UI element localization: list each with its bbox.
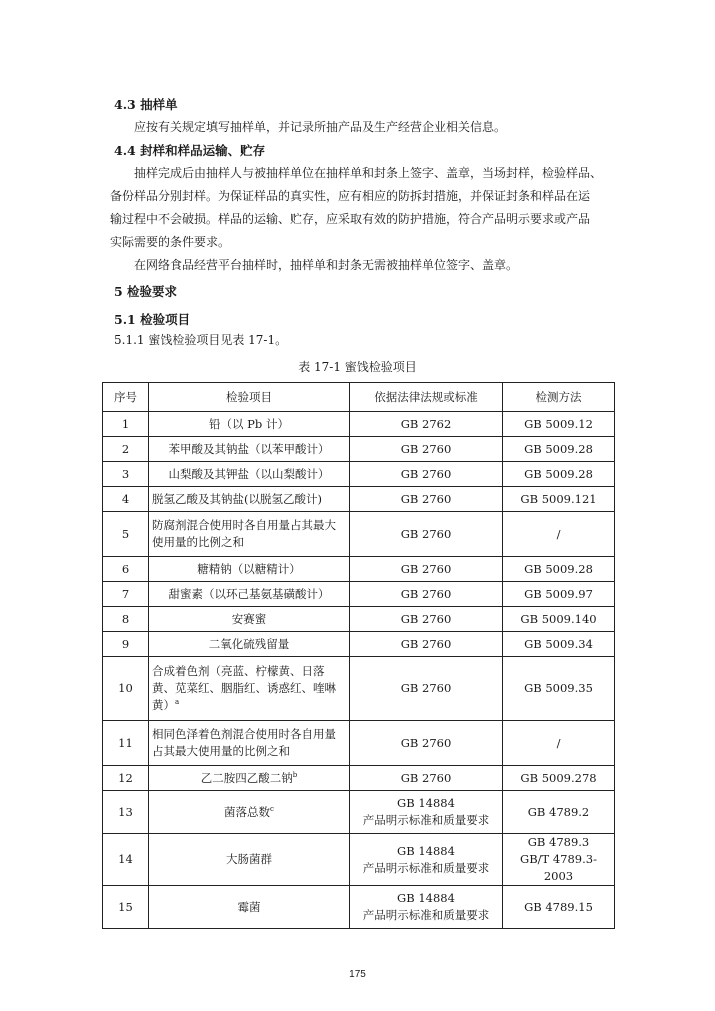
- row-basis-cell: [350, 834, 503, 886]
- row-no: 9: [103, 632, 149, 657]
- row-method: /: [503, 512, 615, 557]
- section-4-4-line-4: 实际需要的条件要求。: [110, 235, 231, 249]
- header-basis: 依据法律法规或标准: [350, 383, 503, 412]
- row-basis: GB 2760: [350, 462, 503, 487]
- section-4-4-line-3: 输过程中不会破损。样品的运输、贮存，应采取有效的防护措施，符合产品明示要求或产品: [110, 212, 591, 226]
- section-5-1-heading: 5.1 检验项目: [114, 312, 191, 327]
- row-item: 二氧化硫残留量: [149, 632, 350, 657]
- table-row: [103, 437, 615, 462]
- table-header-row: [103, 383, 615, 412]
- row-no: 8: [103, 607, 149, 632]
- header-method: 检测方法: [503, 383, 615, 412]
- table-row: [103, 766, 615, 791]
- row-item-cell: [149, 657, 350, 721]
- row-item: 苯甲酸及其钠盐（以苯甲酸计）: [149, 437, 350, 462]
- table-row: [103, 791, 615, 834]
- row-item: 脱氢乙酸及其钠盐(以脱氢乙酸计): [149, 487, 350, 512]
- row-basis: GB 14884: [397, 891, 455, 905]
- row-item: 安赛蜜: [149, 607, 350, 632]
- row-method: GB 5009.28: [503, 437, 615, 462]
- footnote-mark: b: [292, 770, 298, 779]
- row-method: GB 5009.121: [503, 487, 615, 512]
- row-method: GB 5009.278: [503, 766, 615, 791]
- table-row: [103, 632, 615, 657]
- table-row: [103, 487, 615, 512]
- table-row: [103, 462, 615, 487]
- section-4-4-paragraph-2: 在网络食品经营平台抽样时，抽样单和封条无需被抽样单位签字、盖章。: [134, 258, 519, 272]
- row-basis: GB 2760: [350, 557, 503, 582]
- row-method-cell: [503, 834, 615, 886]
- row-item-cell: [149, 791, 350, 834]
- row-method: GB 4789.15: [503, 886, 615, 929]
- row-item: 乙二胺四乙酸二钠: [200, 770, 293, 785]
- row-basis: GB 2760: [350, 487, 503, 512]
- row-no: 14: [103, 834, 149, 886]
- row-no: 1: [103, 412, 149, 437]
- row-method: GB 4789.3: [527, 835, 590, 849]
- section-5-heading: 5 检验要求: [114, 284, 178, 299]
- table-row: [103, 657, 615, 721]
- row-method: /: [503, 721, 615, 766]
- row-no: 12: [103, 766, 149, 791]
- row-basis-cell: [350, 791, 503, 834]
- section-4-4-line-2: 备份样品分别封样。为保证样品的真实性，应有相应的防拆封措施，并保证封条和样品在运: [110, 189, 591, 203]
- row-basis: GB 2760: [350, 766, 503, 791]
- row-method: GB 5009.12: [503, 412, 615, 437]
- section-4-3-heading: 4.3 抽样单: [114, 97, 178, 112]
- header-no: 序号: [103, 383, 149, 412]
- row-method: GB 5009.28: [503, 557, 615, 582]
- row-item: 相同色泽着色剂混合使用时各自用量占其最大使用量的比例之和: [149, 721, 350, 766]
- row-basis: GB 2760: [350, 632, 503, 657]
- row-no: 10: [103, 657, 149, 721]
- footnote-mark: a: [175, 698, 180, 706]
- row-basis: GB 14884: [397, 796, 455, 810]
- row-item: 霉菌: [149, 886, 350, 929]
- row-item: 防腐剂混合使用时各自用量占其最大使用量的比例之和: [149, 512, 350, 557]
- table-row: [103, 721, 615, 766]
- row-basis-2: 产品明示标准和质量要求: [362, 860, 490, 875]
- footnote-mark: c: [270, 804, 274, 813]
- row-method: GB 5009.35: [503, 657, 615, 721]
- row-basis: GB 2760: [350, 607, 503, 632]
- table-row: [103, 607, 615, 632]
- row-item: 合成着色剂（亮蓝、柠檬黄、日落黄、苋菜红、胭脂红、诱惑红、喹啉黄）: [152, 664, 336, 712]
- row-no: 4: [103, 487, 149, 512]
- row-item: 菌落总数: [224, 804, 271, 819]
- row-basis: GB 2762: [350, 412, 503, 437]
- inspection-items-table: [102, 382, 615, 929]
- row-no: 3: [103, 462, 149, 487]
- table-row: [103, 582, 615, 607]
- row-method: GB 5009.140: [503, 607, 615, 632]
- row-basis-2: 产品明示标准和质量要求: [362, 908, 490, 922]
- row-item: 糖精钠（以糖精计）: [149, 557, 350, 582]
- table-caption: 表 17-1 蜜饯检验项目: [298, 360, 417, 374]
- section-4-4-line-1: 抽样完成后由抽样人与被抽样单位在抽样单和封条上签字、盖章，当场封样，检验样品、: [134, 166, 603, 180]
- row-basis-2: 产品明示标准和质量要求: [362, 813, 490, 827]
- row-basis: GB 2760: [350, 657, 503, 721]
- row-no: 11: [103, 721, 149, 766]
- row-item-cell: [149, 766, 350, 791]
- row-item: 山梨酸及其钾盐（以山梨酸计）: [149, 462, 350, 487]
- table-row: [103, 512, 615, 557]
- table-row: [103, 834, 615, 886]
- row-method-2: GB/T 4789.3-2003: [520, 852, 597, 883]
- row-method: GB 5009.97: [503, 582, 615, 607]
- row-basis: GB 14884: [397, 843, 455, 858]
- row-no: 5: [103, 512, 149, 557]
- section-4-3-text: 应按有关规定填写抽样单，并记录所抽产品及生产经营企业相关信息。: [134, 120, 507, 134]
- table-row: [103, 412, 615, 437]
- row-no: 2: [103, 437, 149, 462]
- row-basis: GB 2760: [350, 512, 503, 557]
- section-4-4-heading: 4.4 封样和样品运输、贮存: [114, 143, 266, 158]
- page-number: 175: [349, 969, 366, 980]
- row-method: GB 5009.28: [503, 462, 615, 487]
- row-no: 15: [103, 886, 149, 929]
- row-basis: GB 2760: [350, 721, 503, 766]
- row-method: GB 4789.2: [503, 791, 615, 834]
- row-basis-cell: [350, 886, 503, 929]
- row-item: 铅（以 Pb 计）: [149, 412, 350, 437]
- row-basis: GB 2760: [350, 582, 503, 607]
- header-item: 检验项目: [149, 383, 350, 412]
- row-no: 13: [103, 791, 149, 834]
- row-no: 6: [103, 557, 149, 582]
- table-row: [103, 886, 615, 929]
- table-row: [103, 557, 615, 582]
- row-basis: GB 2760: [350, 437, 503, 462]
- row-no: 7: [103, 582, 149, 607]
- section-5-1-1-text: 5.1.1 蜜饯检验项目见表 17-1。: [114, 333, 288, 347]
- row-item: 大肠菌群: [149, 834, 350, 886]
- row-method: GB 5009.34: [503, 632, 615, 657]
- row-item: 甜蜜素（以环己基氨基磺酸计）: [149, 582, 350, 607]
